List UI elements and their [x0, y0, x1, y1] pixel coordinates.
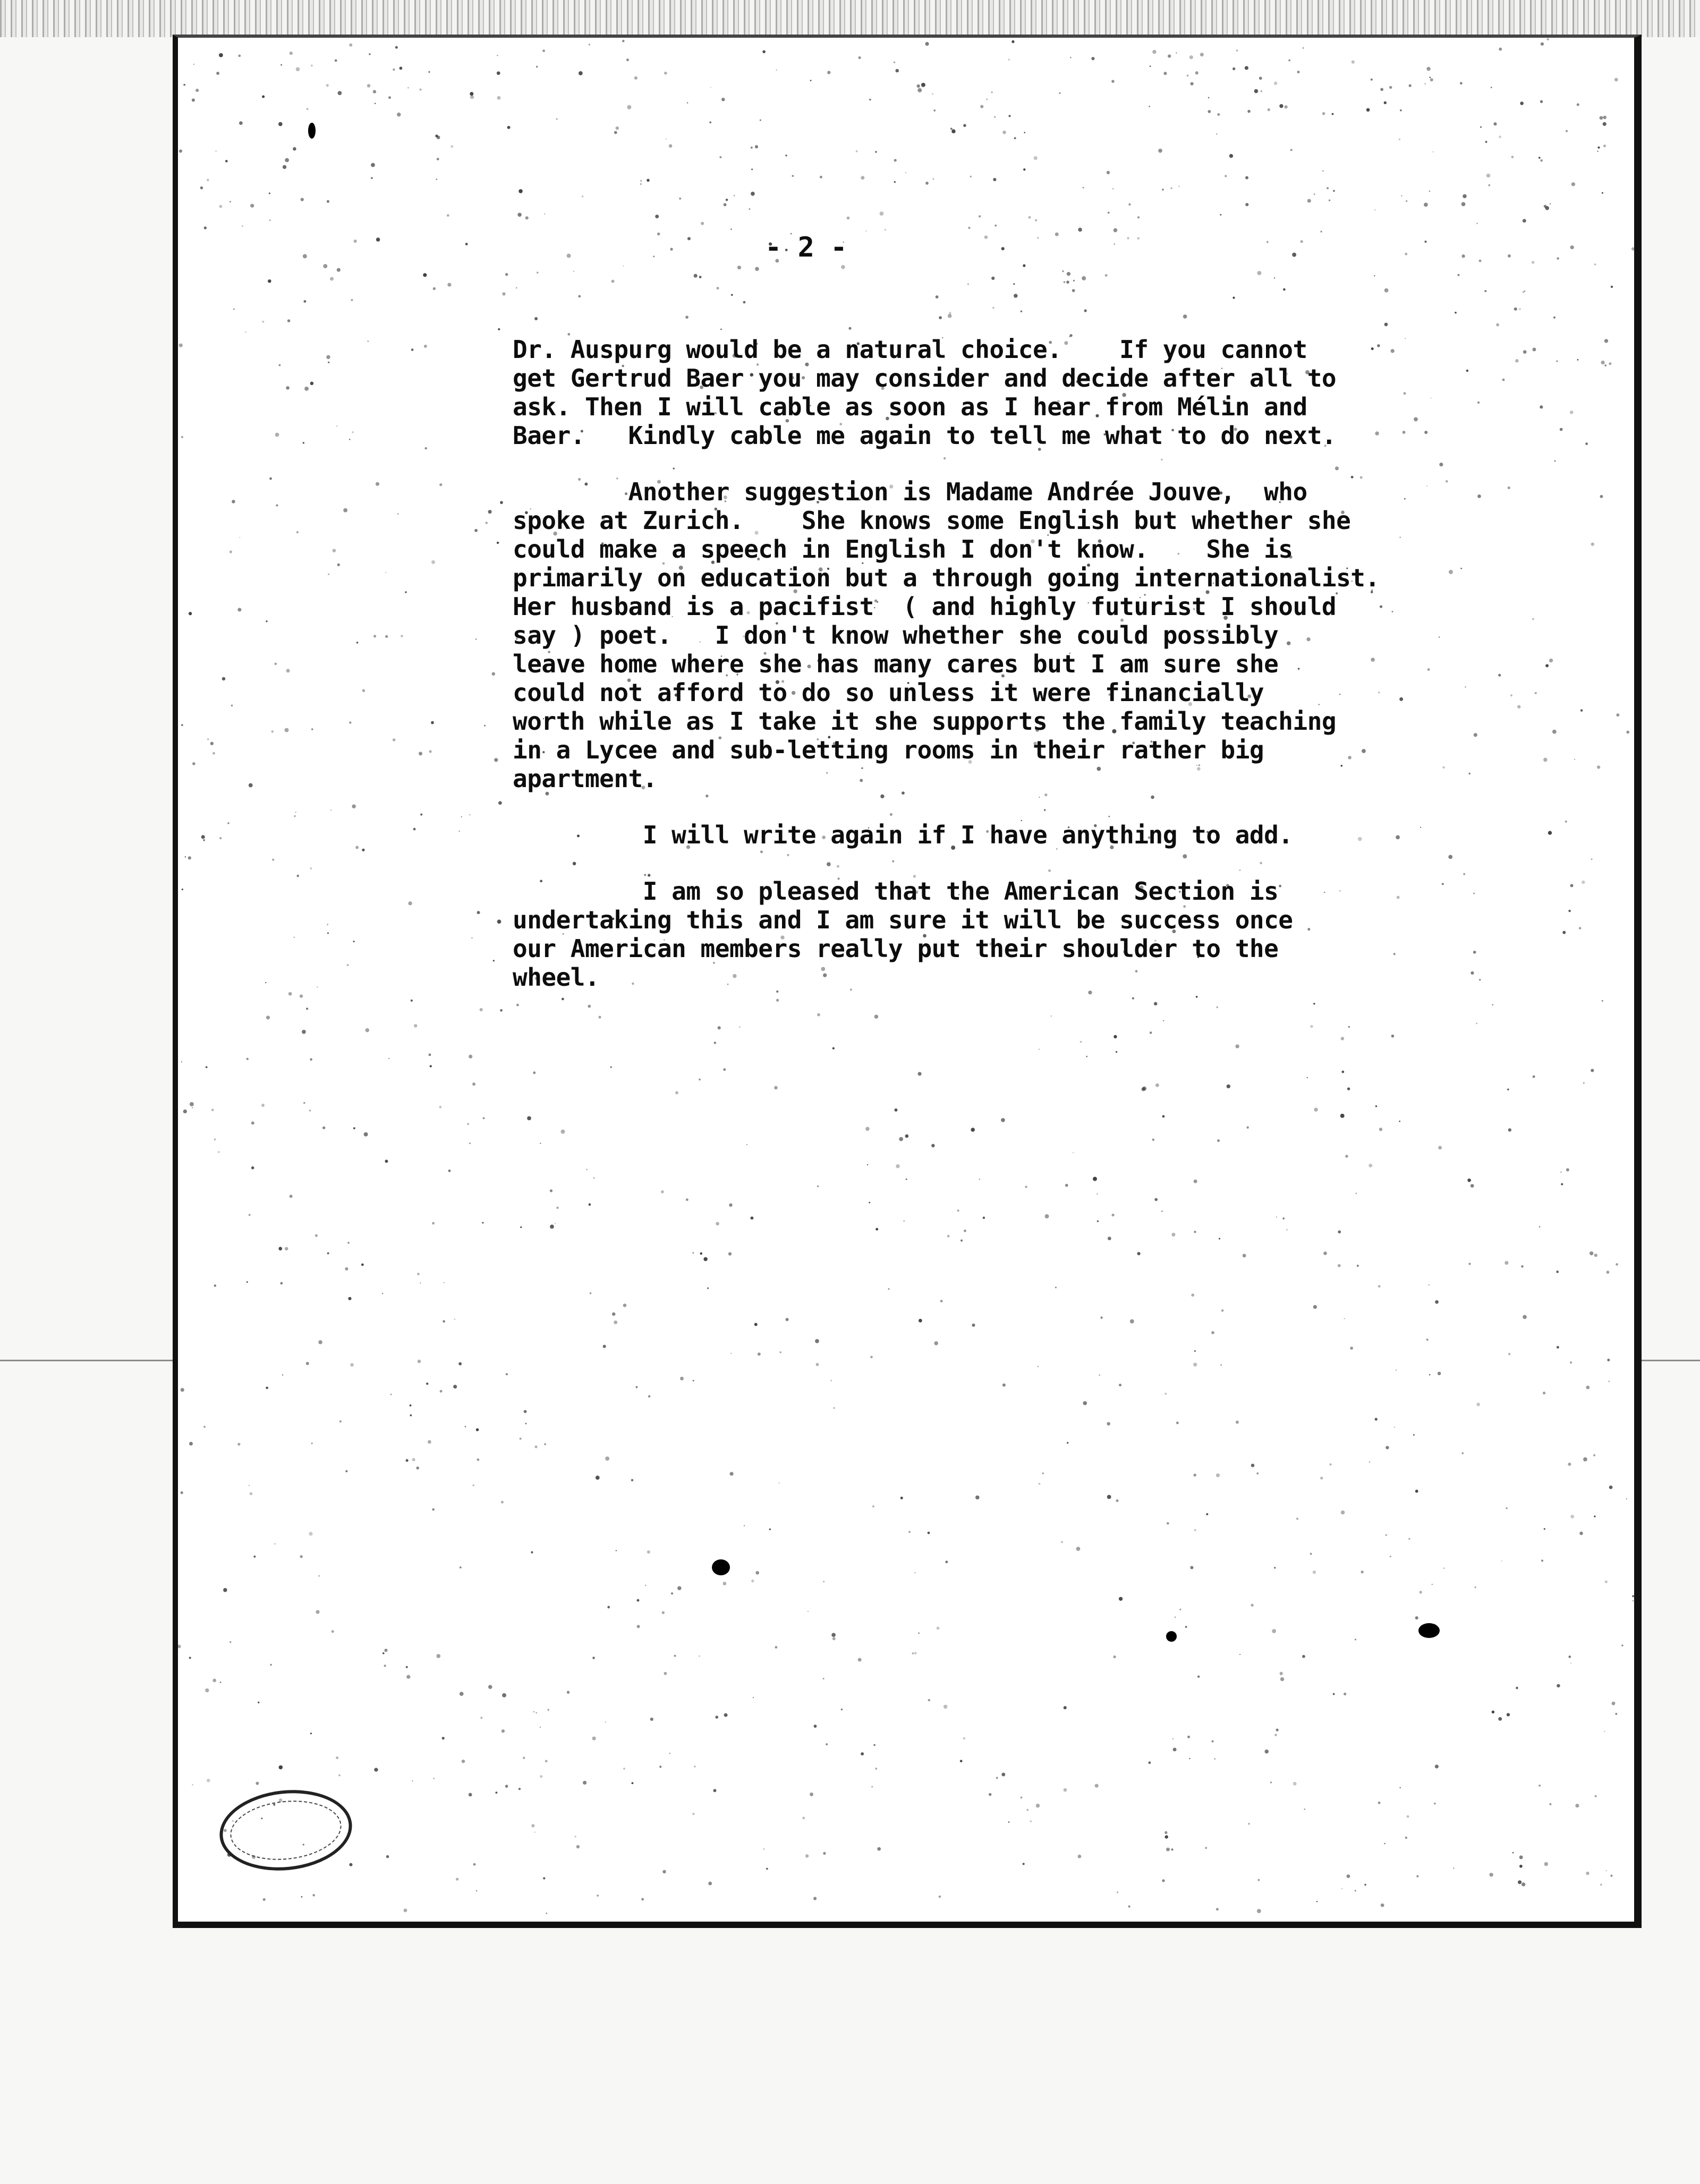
text-line: Baer. Kindly cable me again to tell me what to do next.	[513, 421, 1337, 450]
letter-body	[513, 335, 1650, 1019]
text-line: I am so pleased that the American Section is	[513, 877, 1279, 906]
text-line: I will write again if I have anything to add.	[513, 821, 1293, 849]
text-line: our American members really put their shoulder to the	[513, 934, 1279, 963]
text-line: in a Lycee and sub-letting rooms in their rather big	[513, 736, 1264, 764]
text-line: apartment.	[513, 764, 657, 793]
paragraph	[513, 335, 1650, 450]
paragraph	[513, 877, 1650, 992]
text-line: could not afford to do so unless it were financially	[513, 678, 1264, 707]
paragraph	[513, 821, 1650, 849]
page-number: - 2 -	[765, 232, 847, 263]
text-line: Her husband is a pacifist ( and highly futurist I should	[513, 592, 1337, 621]
text-line: worth while as I take it she supports the family teaching	[513, 707, 1337, 736]
text-line: say ) poet. I don't know whether she could possibly	[513, 621, 1279, 650]
scan-edge-noise	[0, 0, 1700, 37]
text-line: undertaking this and I am sure it will be success once	[513, 906, 1293, 934]
archive-stamp-inner-ring	[227, 1795, 344, 1865]
text-line: spoke at Zurich. She knows some English but whether she	[513, 506, 1351, 535]
paragraph	[513, 477, 1650, 793]
text-line: Dr. Auspurg would be a natural choice. If you cannot	[513, 335, 1307, 364]
text-line: get Gertrud Baer you may consider and decide after all to	[513, 364, 1337, 393]
text-line: leave home where she has many cares but I am sure she	[513, 650, 1279, 678]
text-line: ask. Then I will cable as soon as I hear from Mélin and	[513, 393, 1307, 421]
letter-page	[173, 35, 1642, 1928]
text-line: primarily on education but a through going internationalist.	[513, 564, 1380, 592]
text-line: wheel.	[513, 963, 600, 992]
text-line: could make a speech in English I don't know. She is	[513, 535, 1293, 564]
ink-blot	[1166, 1631, 1177, 1642]
text-line: Another suggestion is Madame Andrée Jouve, who	[513, 477, 1307, 506]
ink-blot	[1418, 1623, 1440, 1638]
ink-blot	[308, 123, 316, 139]
ink-blot	[712, 1559, 730, 1575]
